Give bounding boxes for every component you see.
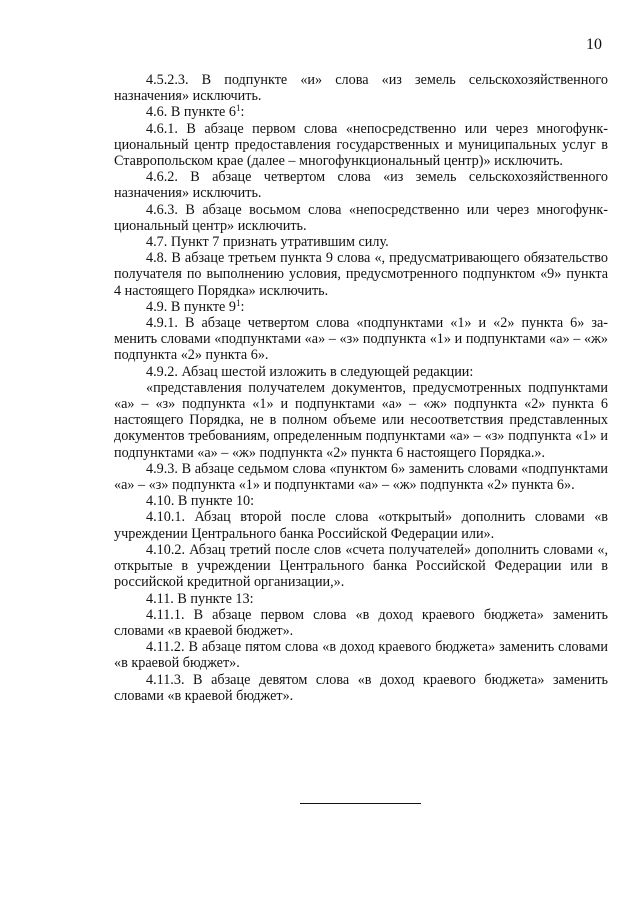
paragraph-4-11-3: 4.11.3. В абзаце девятом слова «в доход краевого бюджета» заменить словами «в краевой бюджет».: [114, 671, 608, 704]
paragraph-4-11-1: 4.11.1. В абзаце первом слова «в доход краевого бюджета» заменить словами «в краевой бюджет».: [114, 606, 608, 639]
paragraph-4-5-2-3: 4.5.2.3. В подпункте «и» слова «из земель сельскохозяйственного назначения» исключить.: [114, 72, 608, 105]
paragraph-4-10-1: 4.10.1. Абзац второй после слова «открытый» дополнить словами «в учреждении Центрального банка Российской Федерации или».: [114, 509, 608, 542]
paragraph-4-7: 4.7. Пункт 7 признать утратившим силу.: [146, 234, 389, 251]
paragraph-quoted-text: «представления получателем документов, предусмотренных подпунктами «а» – «з» подпункта «1» и подпунктами «а» – «ж» подпункта «2» пункта 6 настоящего Порядка, не в полном объеме или несоответствия представленных документов требованиям, определенным подпунктами «а» – «з» подпункта «1» и подпунктами «а» – «ж» подпункта «2» пункта 6 настоящего Порядка.».: [114, 379, 608, 461]
paragraph-4-6-3: 4.6.3. В абзаце восьмом слова «непосредственно или через многофункциональный центр» исключить.: [114, 201, 608, 234]
paragraph-4-11-2: 4.11.2. В абзаце пятом слова «в доход краевого бюджета» заменить словами «в краевой бюджет».: [114, 639, 608, 672]
paragraph-4-9-3: 4.9.3. В абзаце седьмом слова «пунктом 6» заменить словами «подпунктами «а» – «з» подпункта «1» и подпунктами «а» – «ж» подпункта «2» пункта 6».: [114, 460, 608, 494]
paragraph-4-8: 4.8. В абзаце третьем пункта 9 слова «, предусматривающего обязательство получателя по выполнению условия, предусмотренного подпунктом «9» пункта 4 настоящего Порядка» исключить.: [114, 250, 608, 299]
paragraph-4-9-2: 4.9.2. Абзац шестой изложить в следующей редакции:: [146, 363, 474, 380]
paragraph-4-6-2: 4.6.2. В абзаце четвертом слова «из земель сельскохозяйственного назначения» исключить.: [114, 169, 608, 202]
paragraph-4-9: [114, 299, 608, 315]
superscript: 1: [235, 297, 241, 308]
paragraph-4-9-1: 4.9.1. В абзаце четвертом слова «подпунктами «1» и «2» пункта 6» заменить словами «подпунктами «а» – «з» подпункта «1» и подпунктами «а» – «ж» подпункта «2» пункта 6».: [114, 315, 608, 364]
paragraph-4-6: [114, 104, 608, 120]
paragraph-4-6-tail: :: [240, 104, 245, 121]
paragraph-4-9-tail: :: [240, 298, 245, 315]
separator-line: [300, 803, 421, 804]
paragraph-4-6-1: 4.6.1. В абзаце первом слова «непосредственно или через многофункциональный центр предоставления государственных и муниципальных услуг в Ставропольском крае (далее – многофункциональный центр)» исключить.: [114, 120, 608, 170]
document-body: [114, 72, 608, 704]
paragraph-4-10-2: 4.10.2. Абзац третий после слов «счета получателей» дополнить словами «, открытые в учреждении Центрального банка Российской Федерации или в российской кредитной организации,».: [114, 541, 608, 591]
paragraph-4-10: 4.10. В пункте 10:: [146, 493, 255, 510]
paragraph-4-9-text: 4.9. В пункте 9: [146, 298, 236, 315]
superscript: 1: [235, 103, 241, 114]
page-number: 10: [586, 36, 602, 53]
paragraph-4-11: 4.11. В пункте 13:: [146, 590, 254, 607]
paragraph-4-6-text: 4.6. В пункте 6: [146, 104, 236, 121]
